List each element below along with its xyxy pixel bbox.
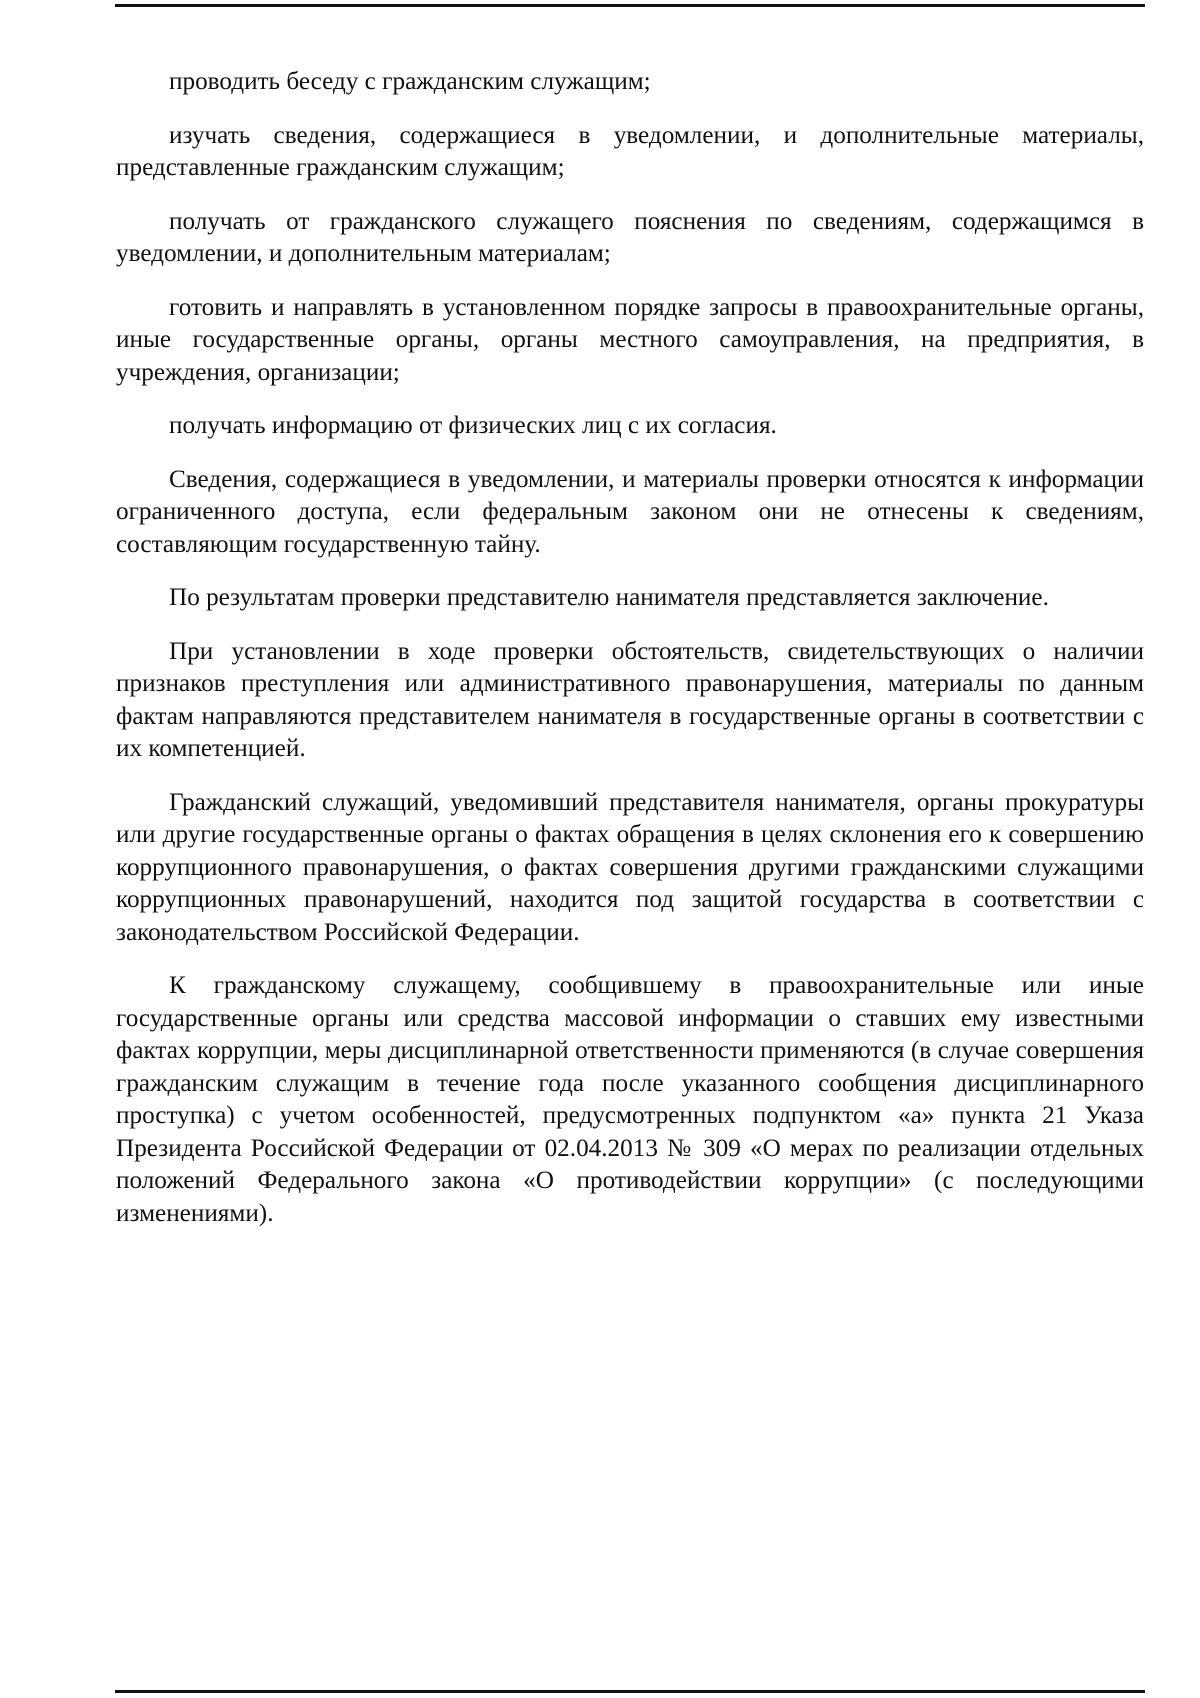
paragraph-conversation: проводить беседу с гражданским служащим; (169, 68, 651, 95)
paragraph-explanations: получать от гражданского служащего пояснения по сведениям, содержащимся в уведомлении, и дополнительным материалам; (116, 207, 1144, 267)
top-rule (115, 4, 1145, 7)
paragraph-violations: При установлении в ходе проверки обстоятельств, свидетельствующих о наличии признаков преступления или административного правонарушения, материалы по данным фактам направляются представителем нанимателя в государственные органы в соответствии с их компетенцией. (116, 637, 1144, 762)
paragraph-disciplinary-measures: К гражданскому служащему, сообщившему в правоохранительные или иные государственные органы или средства массовой информации о ставших ему известными фактах коррупции, меры дисциплинарной ответственности применяются (в случае совершения гражданским служащим в течение года после указанного сообщения дисциплинарного проступка) с учетом особенностей, предусмотренных подпунктом «а» пункта 21 Указа Президента Российской Федерации от 02.04.2013 № 309 «О мерах по реализации отдельных положений Федерального закона «О противодействии коррупции» (с последующими изменениями). (116, 972, 1144, 1227)
document-body (116, 66, 1144, 1251)
paragraph-state-protection: Гражданский служащий, уведомивший представителя нанимателя, органы прокуратуры или другие государственные органы о фактах обращения в целях склонения его к совершению коррупционного правонарушения, о фактах совершения другими гражданскими служащими коррупционных правонарушений, находится под защитой государства в соответствии с законодательством Российской Федерации. (116, 788, 1144, 946)
paragraph-requests: готовить и направлять в установленном порядке запросы в правоохранительные органы, иные государственные органы, органы местного самоуправления, на предприятия, в учреждения, организации; (116, 293, 1144, 386)
bottom-rule (115, 1690, 1145, 1693)
paragraph-conclusion: По результатам проверки представителю нанимателя представляется заключение. (169, 584, 1049, 611)
paragraph-restricted-access: Сведения, содержащиеся в уведомлении, и материалы проверки относятся к информации ограниченного доступа, если федеральным законом они не отнесены к сведениям, составляющим государственную тайну. (116, 465, 1144, 558)
paragraph-information: получать информацию от физических лиц с их согласия. (169, 412, 777, 439)
paragraph-study-materials: изучать сведения, содержащиеся в уведомлении, и дополнительные материалы, представленные гражданским служащим; (116, 121, 1144, 181)
